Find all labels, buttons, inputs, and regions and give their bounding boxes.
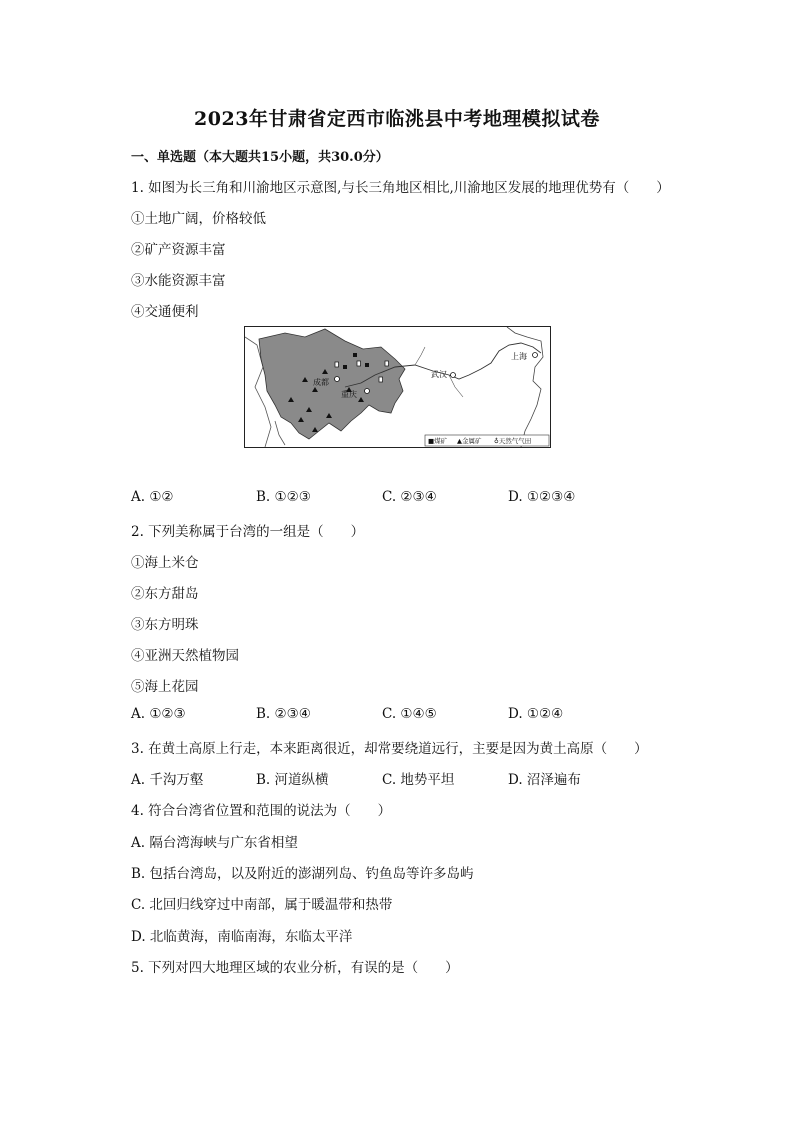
question-2-item: ④亚洲天然植物园 xyxy=(131,648,239,664)
question-2-item: ③东方明珠 xyxy=(131,617,199,633)
question-4-option-a: A. 隔台湾海峡与广东省相望 xyxy=(131,835,298,851)
sichuan-chongqing-region xyxy=(259,329,405,439)
page-title: 2023年甘肃省定西市临洮县中考地理模拟试卷 xyxy=(194,108,600,130)
city-label-wuhan: 武汉 xyxy=(431,370,447,379)
legend-coal: ■煤矿 xyxy=(428,437,448,445)
question-2-option-a: A. ①②③ xyxy=(131,706,186,722)
question-1-option-d: D. ①②③④ xyxy=(508,489,576,505)
city-label-shanghai: 上海 xyxy=(511,352,527,361)
question-3-stem: 3. 在黄土高原上行走，本来距离很近，却常要绕道远行，主要是因为黄土高原（ ） xyxy=(131,741,648,757)
question-4-option-d: D. 北临黄海，南临南海，东临太平洋 xyxy=(131,929,353,945)
coastline xyxy=(507,327,543,447)
question-3-option-a: A. 千沟万壑 xyxy=(131,772,204,788)
question-5-stem: 5. 下列对四大地理区域的农业分析，有误的是（ ） xyxy=(131,960,459,976)
question-2-option-c: C. ①④⑤ xyxy=(382,706,437,722)
section-heading: 一、单选题（本大题共15小题，共30.0分） xyxy=(131,150,389,165)
question-1-stem: 1. 如图为长三角和川渝地区示意图,与长三角地区相比,川渝地区发展的地理优势有（ ） xyxy=(131,180,670,196)
map-figure xyxy=(244,326,551,448)
question-2-stem: 2. 下列美称属于台湾的一组是（ ） xyxy=(131,524,365,540)
question-2-option-b: B. ②③④ xyxy=(256,706,311,722)
question-4-stem: 4. 符合台湾省位置和范围的说法为（ ） xyxy=(131,803,392,819)
city-label-chengdu: 成都 xyxy=(313,378,329,387)
question-1-item: ①土地广阔，价格较低 xyxy=(131,211,266,227)
question-4-option-b: B. 包括台湾岛，以及附近的澎湖列岛、钓鱼岛等许多岛屿 xyxy=(131,866,474,882)
question-1-item: ③水能资源丰富 xyxy=(131,273,226,289)
question-2-option-d: D. ①②④ xyxy=(508,706,564,722)
question-1-item: ②矿产资源丰富 xyxy=(131,242,226,258)
question-1-option-a: A. ①② xyxy=(131,489,174,505)
question-1-option-c: C. ②③④ xyxy=(382,489,437,505)
question-3-option-c: C. 地势平坦 xyxy=(382,772,455,788)
question-2-item: ②东方甜岛 xyxy=(131,586,199,602)
question-4-option-c: C. 北回归线穿过中南部，属于暖温带和热带 xyxy=(131,897,393,913)
legend-metal: ▲金属矿 xyxy=(457,437,482,445)
question-3-option-b: B. 河道纵横 xyxy=(256,772,329,788)
question-1-option-b: B. ①②③ xyxy=(256,489,311,505)
question-1-item: ④交通便利 xyxy=(131,304,199,320)
legend-gas: ♁天然气气田 xyxy=(494,437,532,445)
city-label-chongqing: 重庆 xyxy=(341,390,357,399)
question-3-option-d: D. 沼泽遍布 xyxy=(508,772,581,788)
question-2-item: ⑤海上花园 xyxy=(131,679,199,695)
question-2-item: ①海上米仓 xyxy=(131,555,199,571)
